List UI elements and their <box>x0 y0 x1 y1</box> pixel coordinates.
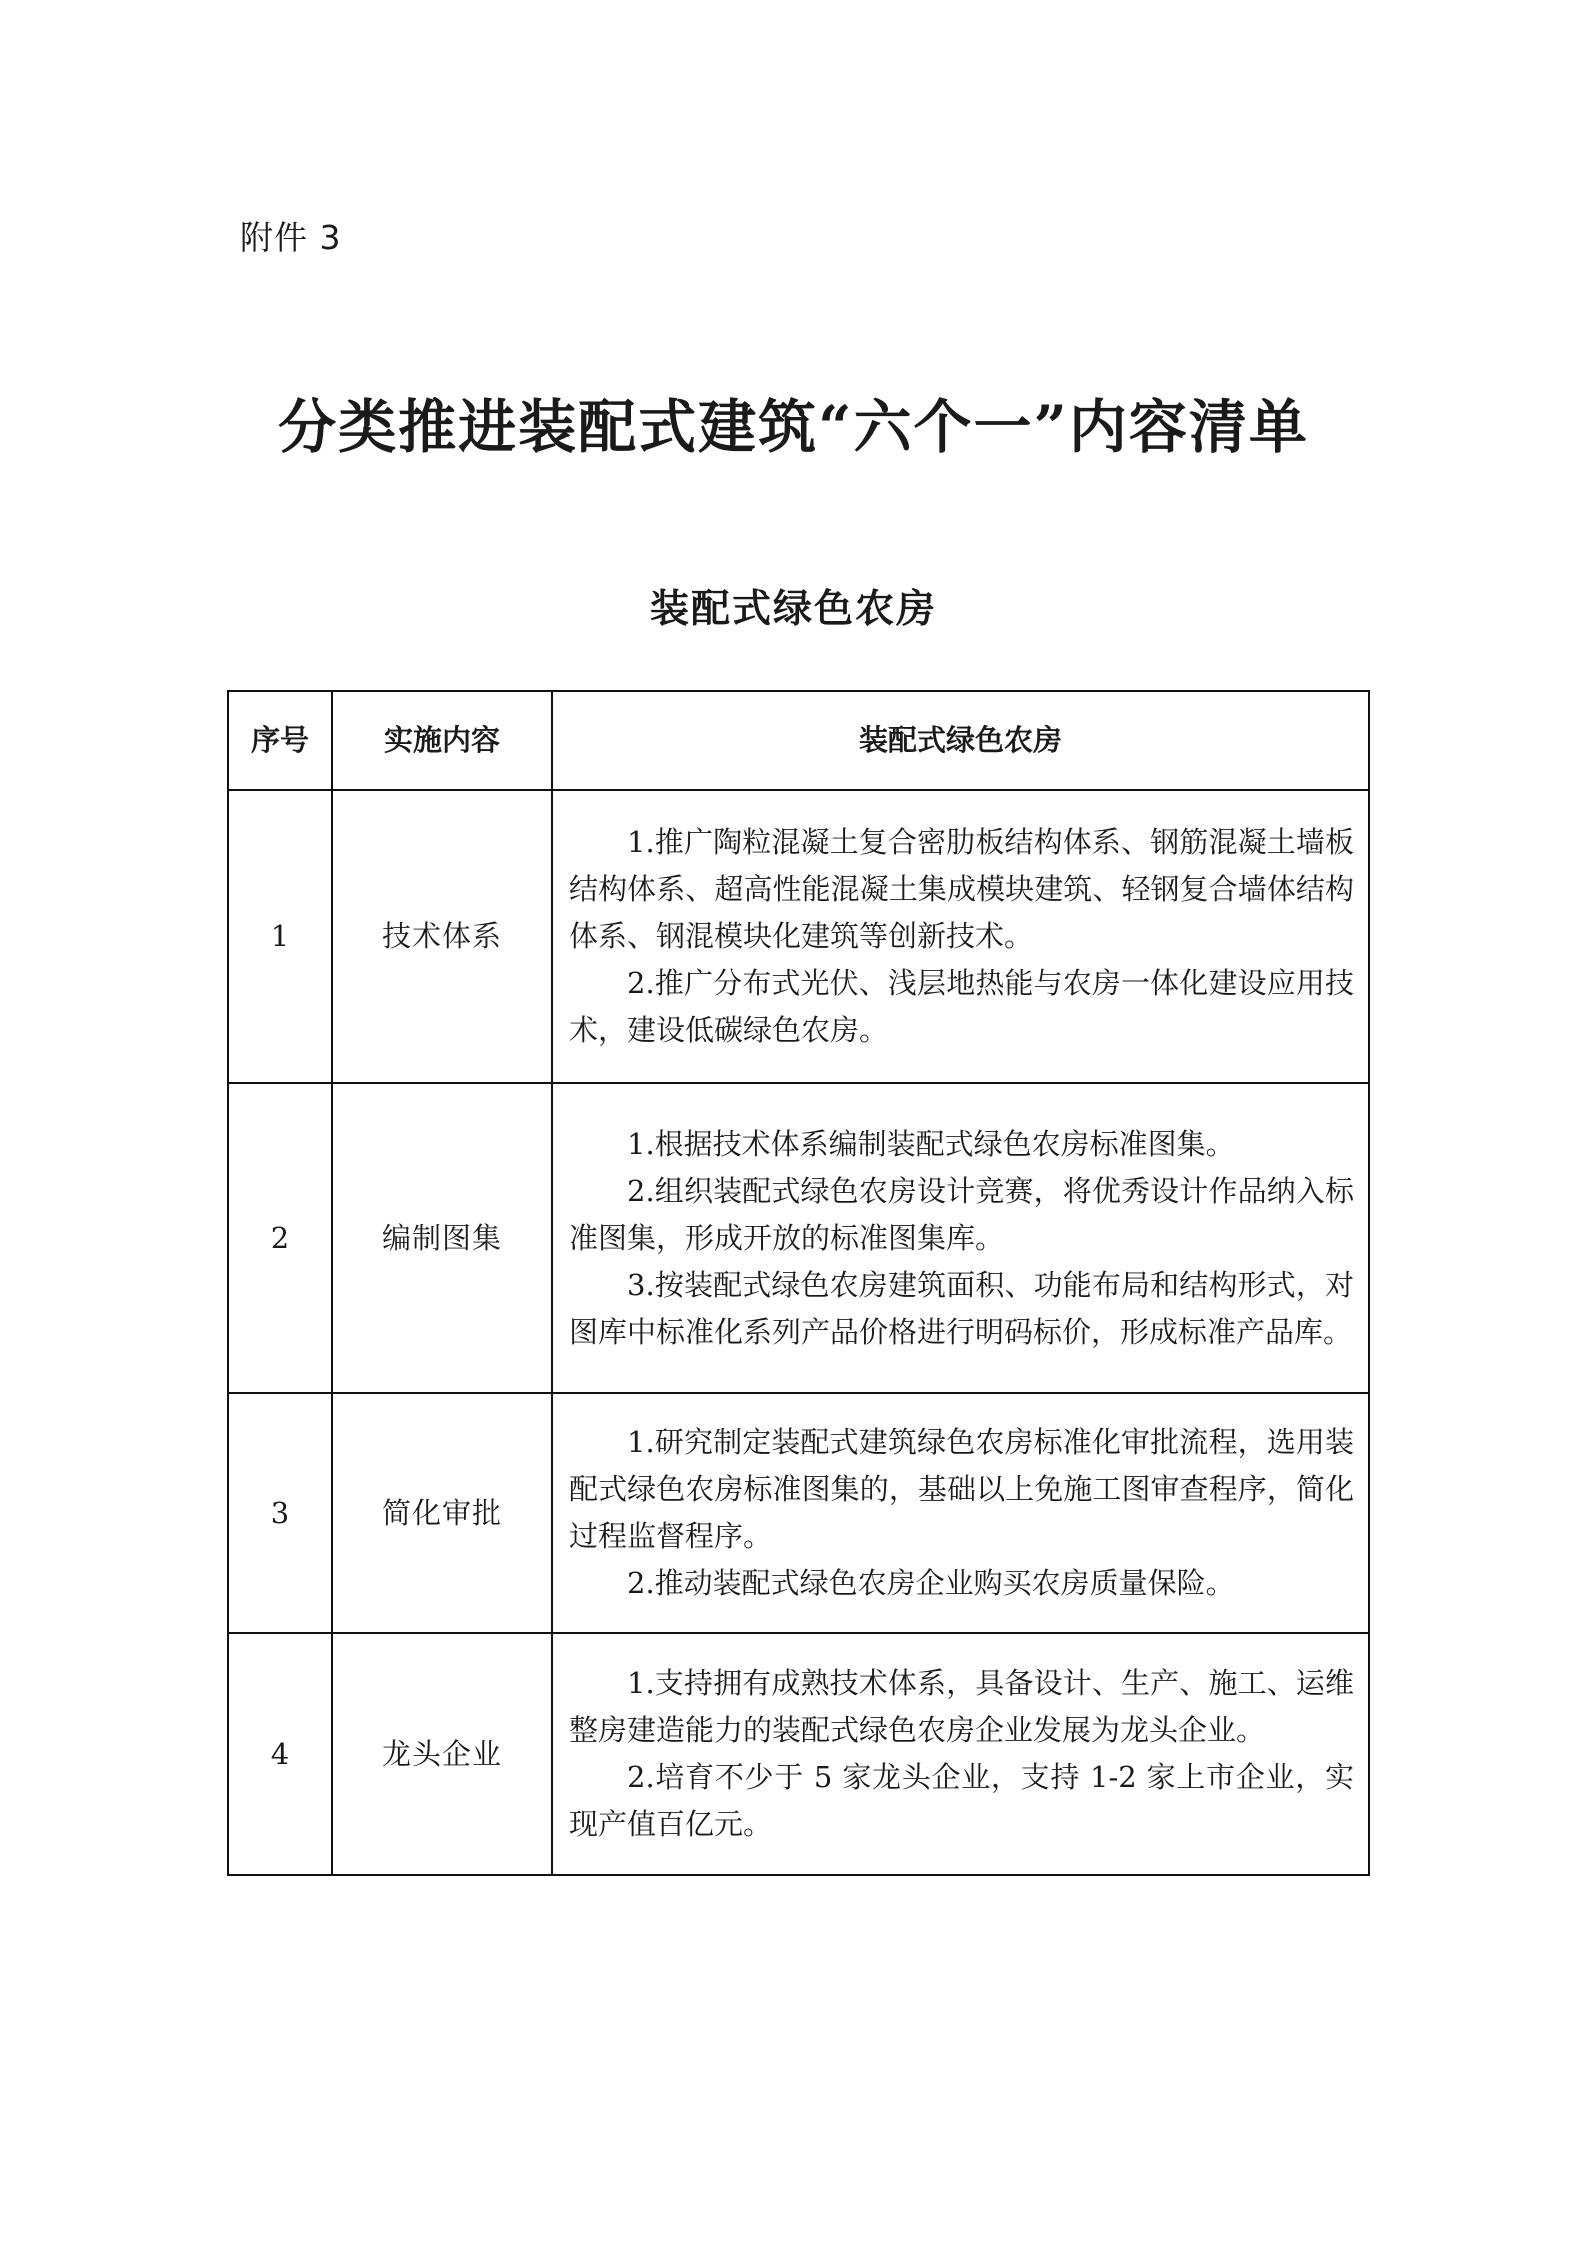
document-title: 分类推进装配式建筑“六个一”内容清单 <box>278 393 1309 461</box>
content-paragraph: 2.组织装配式绿色农房设计竞赛，将优秀设计作品纳入标准图集，形成开放的标准图集库。 <box>569 1173 1354 1255</box>
row-content <box>552 1633 1369 1875</box>
row-item: 简化审批 <box>332 1393 552 1633</box>
row-content <box>552 1083 1369 1393</box>
row-item: 编制图集 <box>332 1083 552 1393</box>
header-content: 装配式绿色农房 <box>552 691 1369 790</box>
content-paragraph: 1.推广陶粒混凝土复合密肋板结构体系、钢筋混凝土墙板结构体系、超高性能混凝土集成模块建筑、轻钢复合墙体结构体系、钢混模块化建筑等创新技术。 <box>569 825 1354 953</box>
content-paragraph: 3.按装配式绿色农房建筑面积、功能布局和结构形式，对图库中标准化系列产品价格进行明码标价，形成标准产品库。 <box>569 1267 1354 1349</box>
table-row <box>228 790 1369 1083</box>
content-paragraph: 1.根据技术体系编制装配式绿色农房标准图集。 <box>627 1126 1235 1161</box>
row-item: 龙头企业 <box>332 1633 552 1875</box>
content-paragraph: 2.培育不少于 5 家龙头企业，支持 1-2 家上市企业，实现产值百亿元。 <box>569 1760 1354 1841</box>
table-header-row <box>228 691 1369 790</box>
content-paragraph: 2.推动装配式绿色农房企业购买农房质量保险。 <box>627 1566 1235 1600</box>
table-row <box>228 1633 1369 1875</box>
content-paragraph: 2.推广分布式光伏、浅层地热能与农房一体化建设应用技术，建设低碳绿色农房。 <box>569 966 1354 1047</box>
content-paragraph: 1.支持拥有成熟技术体系，具备设计、生产、施工、运维整房建造能力的装配式绿色农房企业发展为龙头企业。 <box>569 1666 1354 1747</box>
row-number: 3 <box>228 1393 332 1633</box>
row-number: 1 <box>228 790 332 1083</box>
header-serial-number: 序号 <box>228 691 332 790</box>
table-row <box>228 1083 1369 1393</box>
row-number: 4 <box>228 1633 332 1875</box>
content-paragraph: 1.研究制定装配式建筑绿色农房标准化审批流程，选用装配式绿色农房标准图集的，基础以上免施工图审查程序，简化过程监督程序。 <box>569 1425 1354 1553</box>
header-implementation-item: 实施内容 <box>332 691 552 790</box>
row-number: 2 <box>228 1083 332 1393</box>
content-table <box>227 690 1370 1876</box>
attachment-label: 附件 3 <box>240 218 342 257</box>
table-row <box>228 1393 1369 1633</box>
section-subtitle: 装配式绿色农房 <box>649 586 937 632</box>
row-content <box>552 1393 1369 1633</box>
row-content <box>552 790 1369 1083</box>
row-item: 技术体系 <box>332 790 552 1083</box>
